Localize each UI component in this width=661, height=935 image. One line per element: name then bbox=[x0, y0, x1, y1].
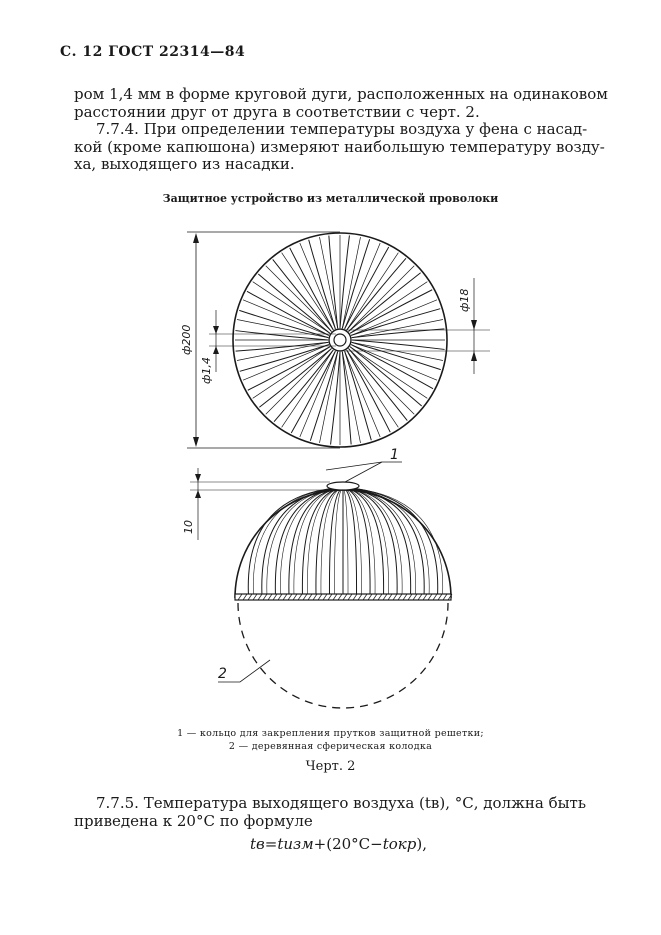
formula-tail: ), bbox=[416, 835, 427, 853]
spoke bbox=[342, 352, 351, 445]
spoke bbox=[340, 235, 349, 328]
radial bbox=[320, 237, 338, 328]
formula-plus: +(20°С− bbox=[313, 835, 383, 853]
paragraph-7-7-5 bbox=[74, 795, 594, 830]
dome-rib bbox=[334, 488, 342, 596]
spoke bbox=[236, 342, 329, 351]
spoke bbox=[235, 331, 328, 340]
dome-rib bbox=[321, 488, 341, 596]
formula bbox=[250, 835, 427, 853]
figure-title: Защитное устройство из металлической проволоки bbox=[162, 192, 499, 205]
wooden-block bbox=[238, 603, 448, 708]
text-line: ром 1,4 мм в форме круговой дуги, расположенных на одинаковом bbox=[74, 85, 608, 103]
figure-legend bbox=[0, 727, 661, 753]
formula-t-meas: tизм bbox=[277, 835, 314, 853]
dim-label-10: 10 bbox=[182, 520, 195, 534]
dome-rib bbox=[345, 488, 370, 596]
text-line: кой (кроме капюшона) измеряют наибольшую температуру возду- bbox=[74, 137, 605, 156]
callout-2: 2 bbox=[218, 666, 227, 682]
text-line: расстоянии друг от друга в соответствии с черт. 2. bbox=[74, 102, 480, 121]
spoke bbox=[352, 340, 445, 349]
dome-rib bbox=[343, 488, 348, 596]
legend-item-2: 2 — деревянная сферическая колодка bbox=[228, 741, 433, 752]
spoke bbox=[348, 348, 407, 420]
radial bbox=[352, 320, 443, 338]
spoke bbox=[273, 259, 332, 331]
dome-ribs bbox=[248, 488, 442, 596]
dome-rib bbox=[253, 488, 336, 596]
radial bbox=[300, 351, 336, 437]
radial bbox=[320, 352, 338, 443]
top-ring bbox=[327, 482, 359, 490]
dim-label-14: ф1,4 bbox=[200, 357, 213, 384]
radial bbox=[352, 342, 443, 360]
radial bbox=[342, 352, 360, 443]
formula-eq: = bbox=[264, 835, 278, 853]
page-header: С. 12 ГОСТ 22314—84 bbox=[60, 44, 246, 60]
formula-lhs: tв bbox=[250, 835, 265, 853]
dome-rib bbox=[347, 488, 397, 596]
legend-item-1: 1 — кольцо для закрепления прутков защитной решетки; bbox=[177, 728, 484, 739]
dome-rib bbox=[351, 488, 438, 596]
dome-rib bbox=[316, 488, 341, 596]
text-line: ха, выходящего из насадки. bbox=[74, 155, 295, 173]
formula-t-amb: tокр bbox=[382, 835, 417, 853]
radial bbox=[342, 237, 360, 328]
radial bbox=[237, 342, 328, 360]
radial bbox=[243, 300, 329, 336]
spoke bbox=[331, 352, 340, 445]
dome-rib bbox=[294, 488, 339, 596]
spoke bbox=[329, 236, 338, 329]
spoke bbox=[259, 348, 331, 407]
spoke bbox=[351, 309, 440, 336]
dim-label-18: ф18 bbox=[458, 288, 471, 312]
spoke bbox=[309, 240, 336, 329]
radial bbox=[351, 345, 437, 381]
figure-caption: Черт. 2 bbox=[305, 759, 356, 774]
spoke bbox=[345, 351, 372, 440]
text-line: 7.7.4. При определении температуры воздуха у фена с насад- bbox=[96, 120, 588, 138]
spoke bbox=[348, 273, 420, 332]
center-ring-outer bbox=[329, 329, 351, 351]
dome-rib bbox=[329, 488, 341, 596]
text-line: 7.7.5. Температура выходящего воздуха (tв), °С, должна быть bbox=[96, 794, 587, 812]
dome-rib bbox=[346, 488, 383, 596]
radial bbox=[237, 320, 328, 338]
dome-rib bbox=[262, 488, 337, 596]
radial bbox=[345, 243, 381, 329]
spoke bbox=[240, 345, 329, 372]
callout-1: 1 bbox=[390, 447, 399, 463]
dim-label-200: ф200 bbox=[180, 324, 193, 355]
text-line: приведена к 20°С по формуле bbox=[74, 811, 313, 830]
